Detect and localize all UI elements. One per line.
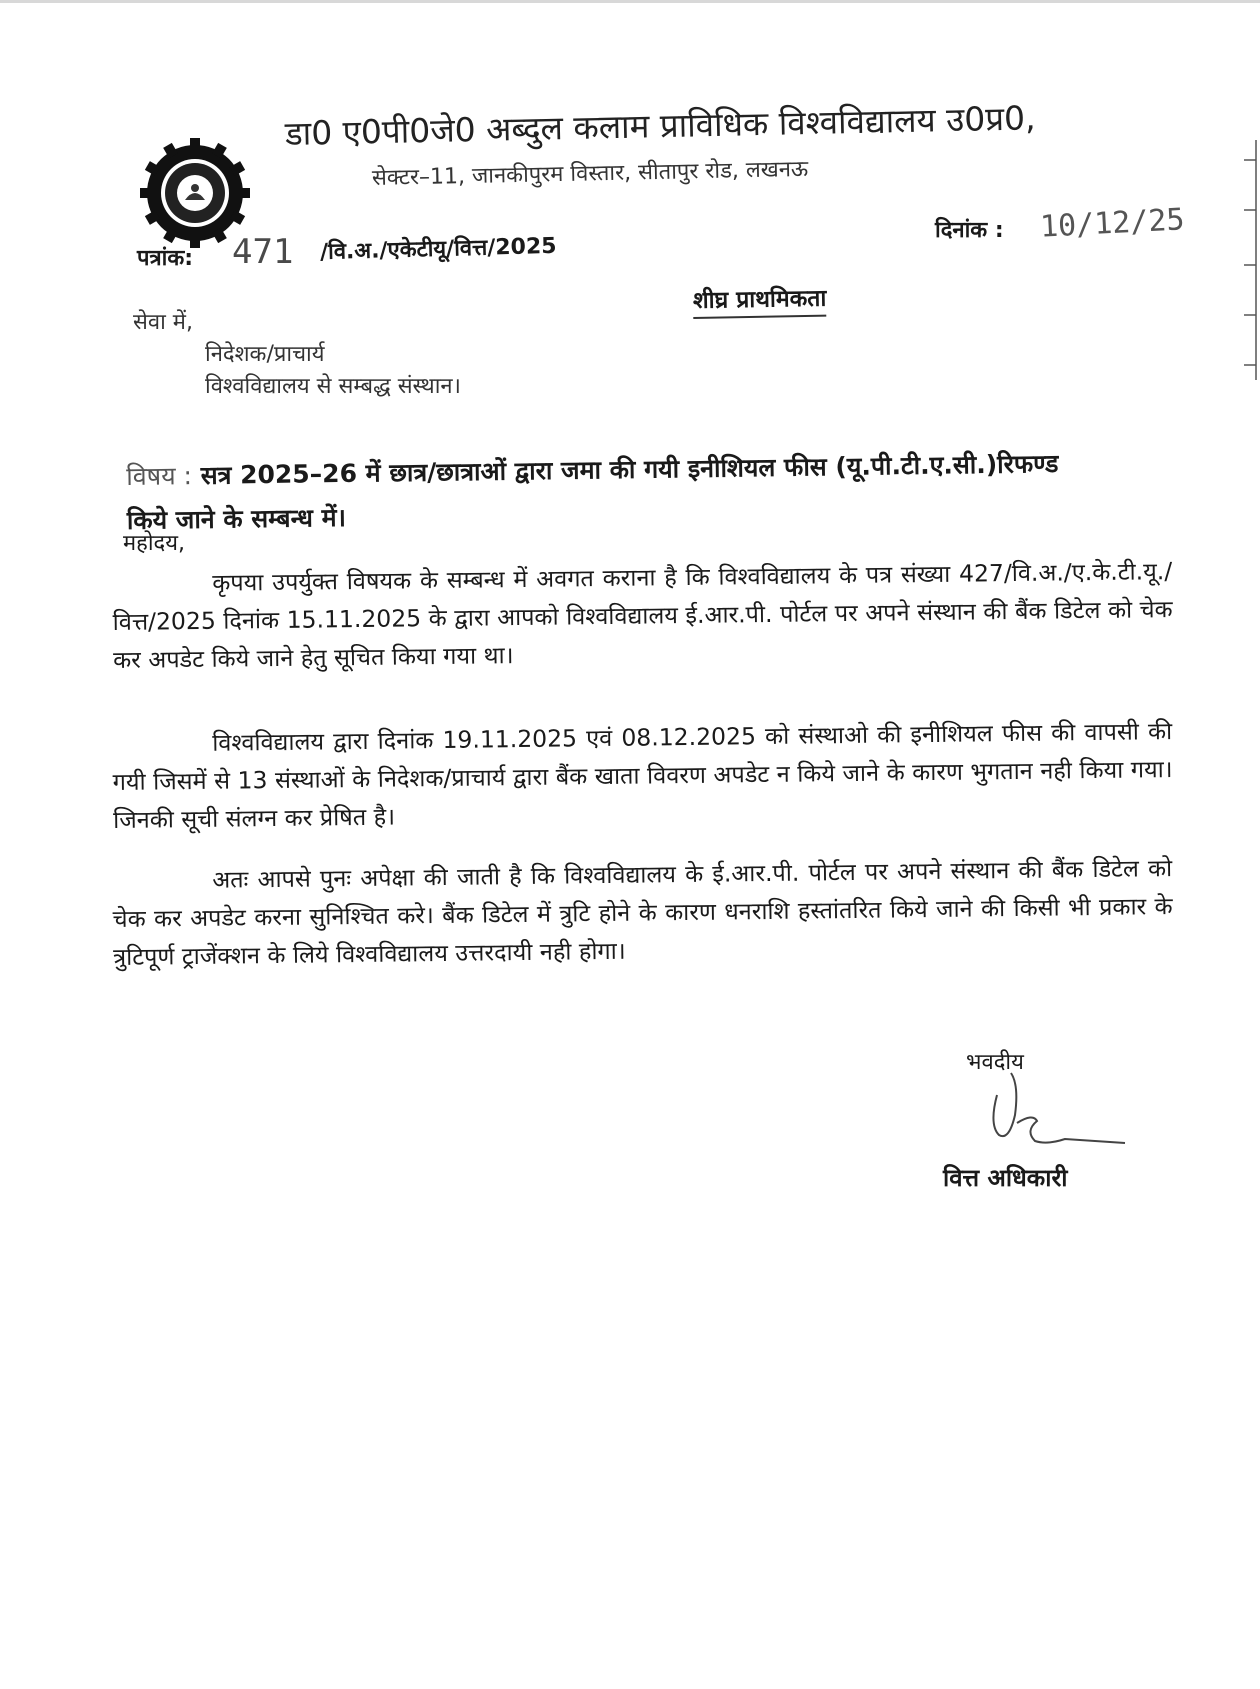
body-paragraph-2: [112, 712, 1173, 839]
addressee-line-1: सेवा में,: [133, 310, 193, 335]
date-label: दिनांक :: [935, 218, 1004, 243]
subject-block: [126, 442, 1067, 543]
scan-top-edge: [0, 0, 1260, 3]
handwritten-signature: [985, 1065, 1135, 1155]
closing: भवदीय: [966, 1050, 1024, 1075]
scan-edge-marks: [1242, 140, 1260, 380]
reference-number-handwritten: 471: [232, 232, 294, 272]
subject-text: सत्र 2025–26 में छात्र/छात्राओं द्वारा जमा की गयी इनीशियल फीस (यू.पी.टी.ए.सी.)रिफण्ड किये जाने के सम्बन्ध में।: [126, 448, 1059, 535]
paragraph-text: विश्वविद्यालय द्वारा दिनांक 19.11.2025 एवं 08.12.2025 को संस्थाओ की इनीशियल फीस की वापसी की गयी जिसमें से 13 संस्थाओं के निदेशक/प्राचार्य द्वारा बैंक खाता विवरण अपडेट न किये जाने के कारण भुगतान नही किया गया। जिनकी सूची संलग्न कर प्रेषित है।: [112, 717, 1173, 834]
salutation: महोदय,: [123, 531, 185, 556]
addressee-line-3: विश्वविद्यालय से सम्बद्ध संस्थान।: [205, 374, 461, 399]
paragraph-text: कृपया उपर्युक्त विषयक के सम्बन्ध में अवगत कराना है कि विश्वविद्यालय के पत्र संख्या 427/वि.अ./ए.के.टी.यू./वित्त/2025 दिनांक 15.11.2025 के द्वारा आपको विश्वविद्यालय ई.आर.पी. पोर्टल पर अपने संस्थान की बैंक डिटेल को चेक कर अपडेट किये जाने हेतु सूचित किया गया था।: [112, 557, 1173, 674]
body-paragraph-1: [112, 552, 1173, 679]
priority-heading: शीघ्र प्राथमिकता: [693, 281, 827, 319]
paragraph-text: अतः आपसे पुनः अपेक्षा की जाती है कि विश्वविद्यालय के ई.आर.पी. पोर्टल पर अपने संस्थान की बैंक डिटेल को चेक कर अपडेट करना सुनिश्चित करे। बैंक डिटेल में त्रुटि होने के कारण धनराशि हस्तांतरित किये जाने की किसी भी प्रकार के त्रुटिपूर्ण ट्राजेंक्शन के लिये विश्वविद्यालय उत्तरदायी नही होगा।: [112, 854, 1173, 971]
date-value-handwritten: 10/12/25: [1039, 202, 1186, 245]
reference-label: पत्रांक:: [137, 246, 194, 271]
university-name: डा0 ए0पी0जे0 अब्दुल कलाम प्राविधिक विश्वविद्यालय उ0प्र0,: [284, 98, 1036, 153]
university-address: सेक्टर–11, जानकीपुरम विस्तार, सीतापुर रोड, लखनऊ: [371, 156, 809, 191]
body-paragraph-3: [112, 849, 1173, 976]
addressee-line-2: निदेशक/प्राचार्य: [205, 342, 325, 367]
signatory-designation: वित्त अधिकारी: [943, 1164, 1068, 1192]
reference-suffix: /वि.अ./एकेटीयू/वित्त/2025: [319, 233, 557, 265]
subject-label: विषय :: [126, 461, 193, 491]
